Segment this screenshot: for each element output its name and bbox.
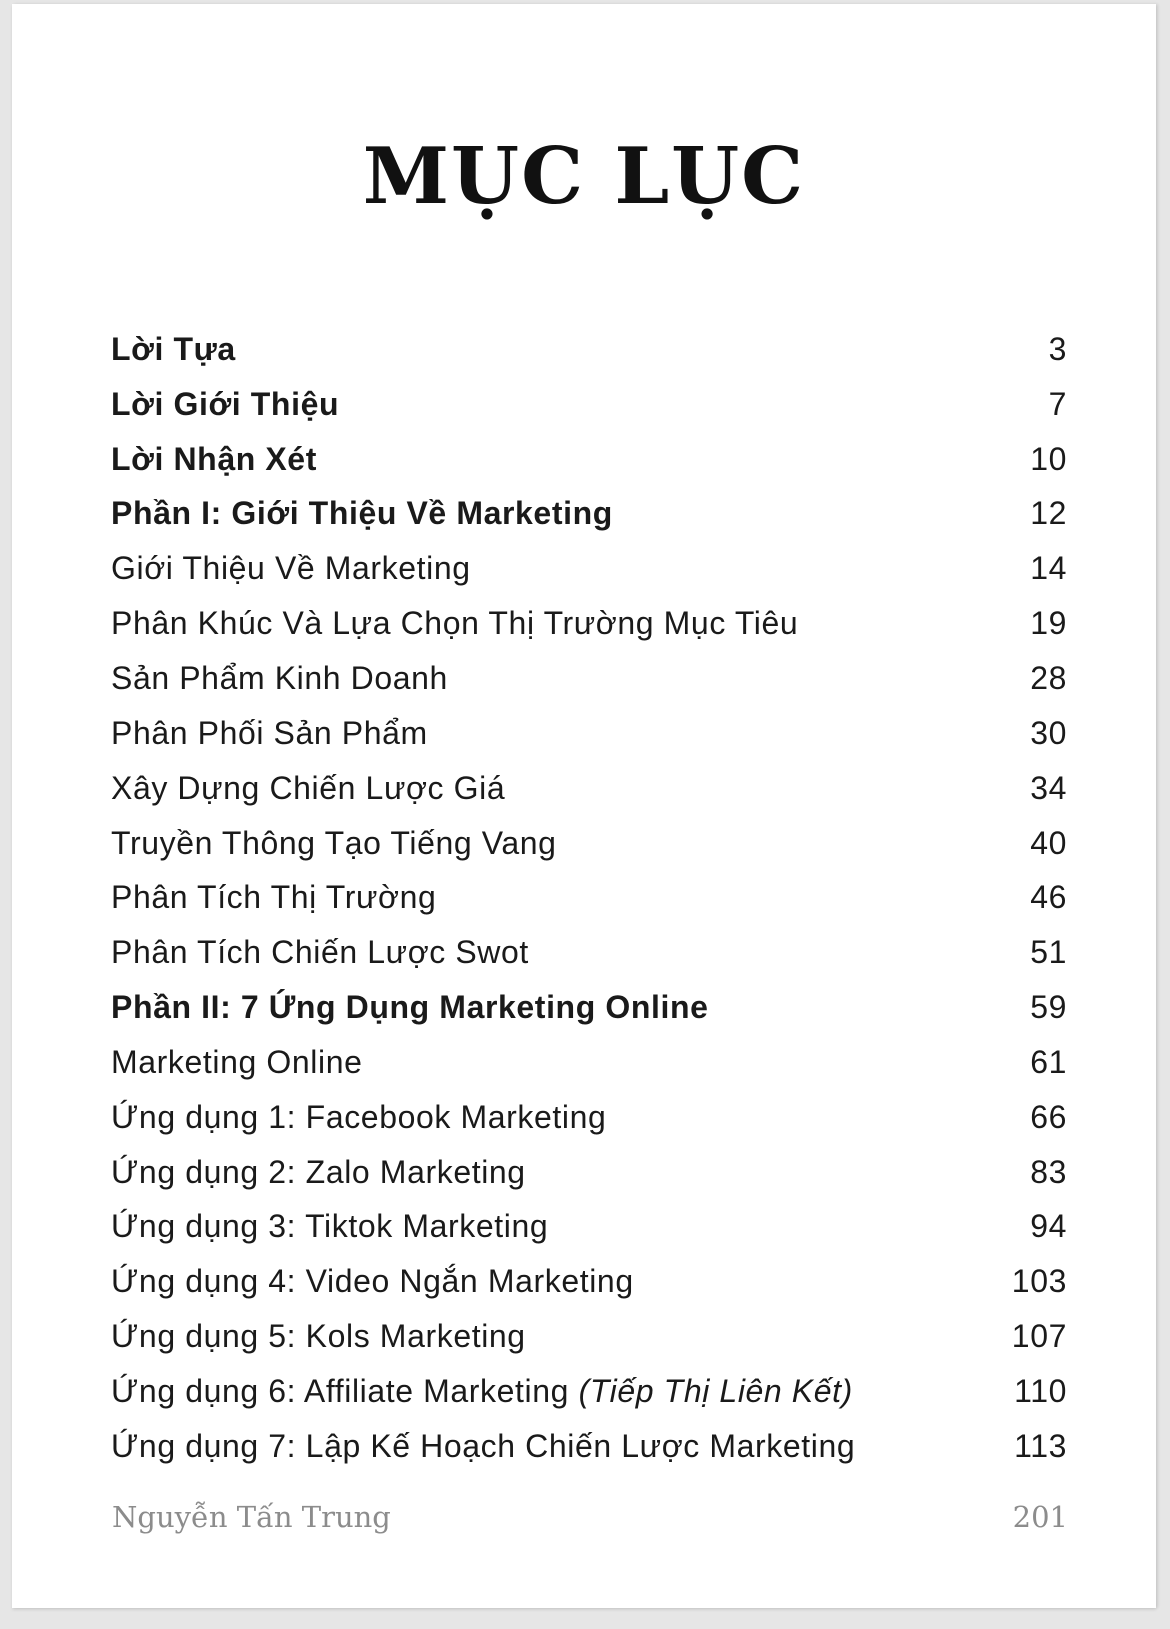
toc-entry-title-text: Ứng dụng 5: Kols Marketing: [111, 1318, 526, 1355]
toc-entry-title-text: Ứng dụng 3: Tiktok Marketing: [111, 1208, 549, 1245]
toc-entry-page-number: 30: [1030, 714, 1067, 751]
toc-entry-title-text: Ứng dụng 6: Affiliate Marketing: [111, 1372, 570, 1409]
toc-entry-title: [111, 989, 709, 1026]
toc-entry: [111, 541, 1067, 596]
toc-entry-title: [111, 1154, 526, 1191]
toc-entry-page-number: 28: [1030, 659, 1067, 696]
toc-entry-title: [111, 1044, 363, 1081]
toc-entry-title-text: Phần II: 7 Ứng Dụng Marketing Online: [111, 989, 709, 1026]
toc-entry-title-text: Phân Tích Thị Trường: [111, 879, 437, 916]
toc-entry: [111, 816, 1067, 871]
toc-entry-title: [111, 1428, 855, 1465]
toc-entry: [111, 1145, 1067, 1200]
toc-entry-page-number: 61: [1030, 1043, 1067, 1080]
toc-entry-page-number: 46: [1030, 879, 1067, 916]
toc-entry-title: [111, 386, 339, 423]
toc-entry-title: [111, 1099, 606, 1136]
toc-entry-title-text: Phân Khúc Và Lựa Chọn Thị Trường Mục Tiêu: [111, 605, 799, 642]
toc-entry-title-text: Phân Tích Chiến Lược Swot: [111, 934, 529, 971]
toc-entry-title: [111, 605, 798, 642]
toc-entry: [111, 596, 1067, 651]
toc-entry-title: [111, 441, 317, 478]
toc-entry-page-number: 113: [1014, 1427, 1067, 1464]
toc-entry-page-number: 34: [1030, 769, 1067, 806]
toc-entry-title-text: Lời Tựa: [111, 330, 236, 367]
toc-entry-page-number: 103: [1011, 1263, 1067, 1300]
toc-entry-title: [111, 934, 529, 971]
toc-entry-title-text: Phân Phối Sản Phẩm: [111, 714, 428, 751]
toc-entry: [111, 487, 1067, 542]
toc-entry-title-text: Ứng dụng 1: Facebook Marketing: [111, 1098, 607, 1135]
toc-entry: [111, 1309, 1067, 1364]
toc-entry-page-number: 10: [1030, 440, 1067, 477]
toc-entry-page-number: 94: [1030, 1208, 1067, 1245]
toc-entry-page-number: 40: [1030, 824, 1067, 861]
toc-entry-title: [111, 715, 428, 752]
toc-entry-page-number: 51: [1030, 934, 1067, 971]
toc-entry-title: [111, 1208, 548, 1245]
toc-entry-page-number: 7: [1048, 385, 1067, 422]
toc-entry-title: [111, 1263, 634, 1300]
toc-entry-title-text: Sản Phẩm Kinh Doanh: [111, 659, 448, 696]
toc-entry: [111, 651, 1067, 706]
toc-entry-title: [111, 879, 436, 916]
toc-entry-title-text: Truyền Thông Tạo Tiếng Vang: [111, 824, 557, 861]
toc-entry-title: [111, 660, 448, 697]
book-page: [12, 4, 1156, 1608]
footer-author: Nguyễn Tấn Trung: [112, 1500, 391, 1534]
page-title: MỤC LỤC: [362, 131, 806, 222]
toc-entry: [111, 761, 1067, 816]
toc-entry-title: [111, 770, 505, 807]
toc-entry-title-text: Lời Giới Thiệu: [111, 385, 340, 422]
toc-entry-title-text: Phần I: Giới Thiệu Về Marketing: [111, 495, 613, 532]
toc-entry: [111, 1200, 1067, 1255]
toc-entry-title: [111, 495, 613, 532]
toc-entry-title: [111, 550, 471, 587]
toc-entry: [111, 870, 1067, 925]
toc-entry: [111, 432, 1067, 487]
toc-entry-title: [111, 1318, 526, 1355]
toc-entry-page-number: 83: [1030, 1153, 1067, 1190]
toc-entry-page-number: 14: [1030, 550, 1067, 587]
toc-entry-title: [111, 331, 236, 368]
toc-entry-page-number: 110: [1014, 1372, 1067, 1409]
toc-entry-title-text: Giới Thiệu Về Marketing: [111, 550, 471, 587]
toc-entry-page-number: 59: [1030, 989, 1067, 1026]
toc-entry: [111, 1090, 1067, 1145]
toc-entry-title: [111, 825, 557, 862]
toc-entry-page-number: 12: [1030, 495, 1067, 532]
toc-entry-title-text: Ứng dụng 7: Lập Kế Hoạch Chiến Lược Marketing: [111, 1427, 856, 1464]
toc-entry: [111, 1254, 1067, 1309]
toc-entry-title-text: Ứng dụng 2: Zalo Marketing: [111, 1153, 526, 1190]
toc-entry-title: [111, 1373, 853, 1410]
toc-entry: [111, 322, 1067, 377]
toc-entry-title-text: Marketing Online: [111, 1043, 363, 1080]
toc-entry: [111, 980, 1067, 1035]
toc-entry-title-text: Ứng dụng 4: Video Ngắn Marketing: [111, 1263, 634, 1300]
toc-entry: [111, 1035, 1067, 1090]
toc-entry: [111, 1364, 1067, 1419]
toc-entry-note: (Tiếp Thị Liên Kết): [578, 1372, 853, 1409]
toc-entry-title-text: Lời Nhận Xét: [111, 440, 317, 477]
toc-entry: [111, 925, 1067, 980]
toc-entry-title-text: Xây Dựng Chiến Lược Giá: [111, 769, 506, 806]
toc-entry: [111, 706, 1067, 761]
toc-entry-page-number: 107: [1011, 1318, 1067, 1355]
footer-page-number: 201: [1012, 1500, 1068, 1534]
toc-entry-page-number: 3: [1048, 330, 1067, 367]
page-footer: [112, 1500, 1068, 1534]
toc-entry: [111, 1419, 1067, 1474]
table-of-contents: [111, 322, 1067, 1474]
toc-entry: [111, 377, 1067, 432]
toc-entry-page-number: 66: [1030, 1098, 1067, 1135]
toc-entry-page-number: 19: [1030, 605, 1067, 642]
